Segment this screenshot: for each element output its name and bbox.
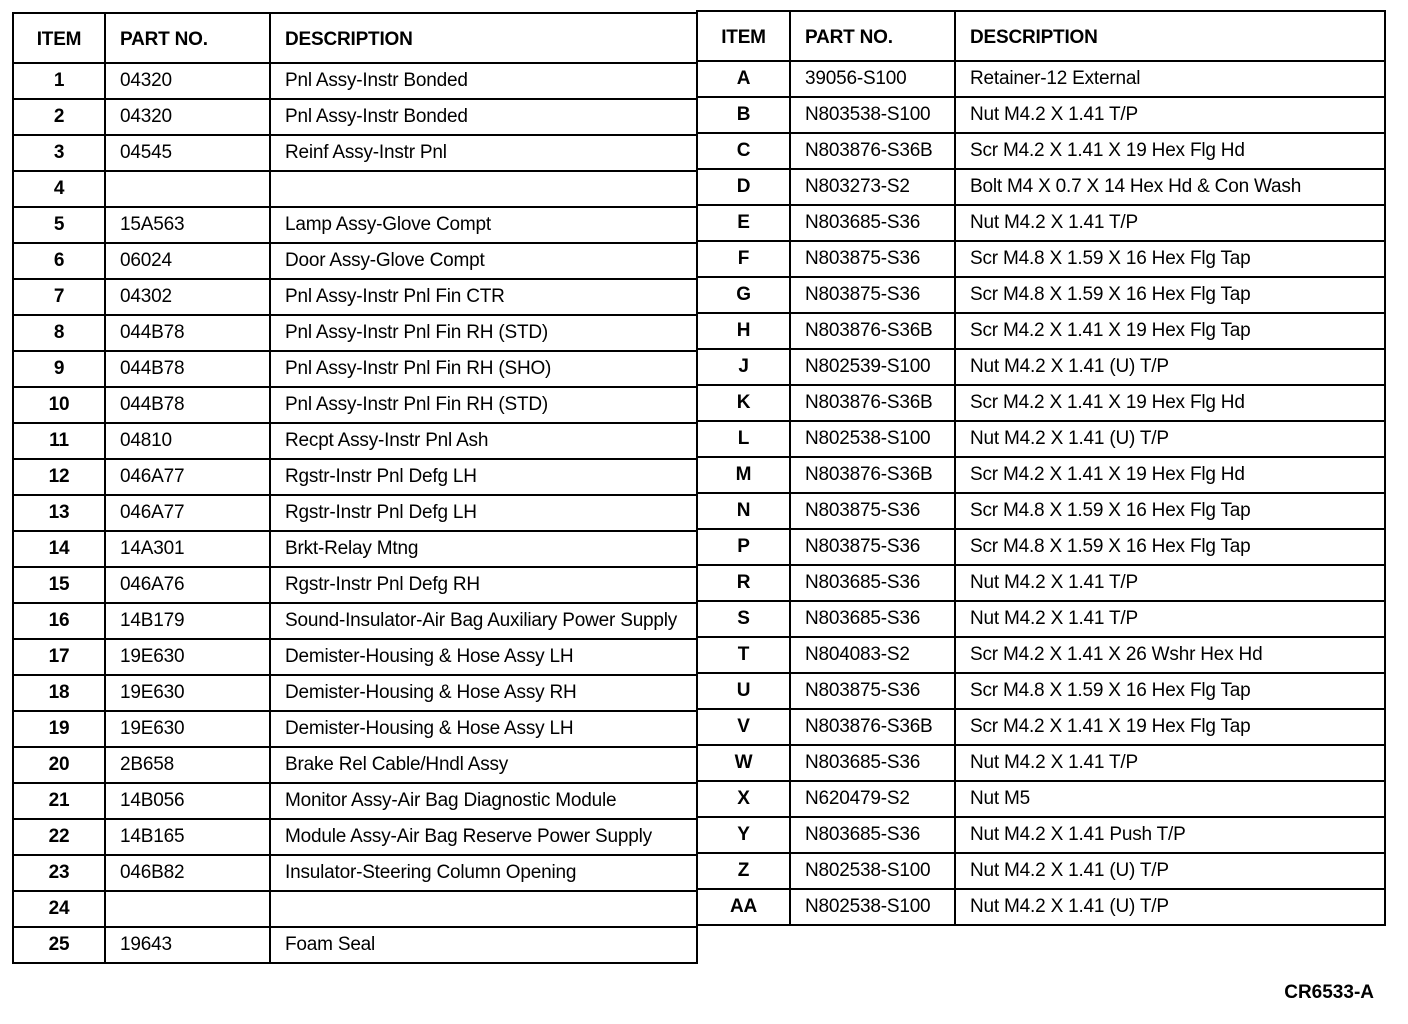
table-row [697, 853, 1385, 889]
table-row [13, 315, 697, 351]
part-no-cell: N803876-S36B [790, 709, 955, 745]
description-cell: Demister-Housing & Hose Assy RH [270, 675, 697, 711]
table-row [697, 817, 1385, 853]
table-row [13, 423, 697, 459]
item-cell: F [697, 241, 790, 277]
part-no-cell: N803685-S36 [790, 565, 955, 601]
item-cell: P [697, 529, 790, 565]
part-no-cell: N803685-S36 [790, 745, 955, 781]
table-row [697, 313, 1385, 349]
item-cell: 20 [13, 747, 105, 783]
description-cell: Pnl Assy-Instr Pnl Fin CTR [270, 279, 697, 315]
description-cell: Scr M4.2 X 1.41 X 19 Hex Flg Tap [955, 313, 1385, 349]
part-no-cell: 04545 [105, 135, 270, 171]
description-cell: Nut M4.2 X 1.41 T/P [955, 205, 1385, 241]
part-no-cell: 04810 [105, 423, 270, 459]
table-row [697, 277, 1385, 313]
item-cell: J [697, 349, 790, 385]
description-cell: Lamp Assy-Glove Compt [270, 207, 697, 243]
description-cell: Nut M4.2 X 1.41 (U) T/P [955, 349, 1385, 385]
table-row [697, 169, 1385, 205]
table-row [13, 855, 697, 891]
item-cell: C [697, 133, 790, 169]
item-cell: 18 [13, 675, 105, 711]
table-row [697, 205, 1385, 241]
table-header-row [13, 13, 697, 63]
part-no-cell: 14B056 [105, 783, 270, 819]
description-header: DESCRIPTION [955, 11, 1385, 61]
description-cell: Scr M4.8 X 1.59 X 16 Hex Flg Tap [955, 277, 1385, 313]
part-no-cell: 19E630 [105, 675, 270, 711]
part-no-cell: N803875-S36 [790, 241, 955, 277]
item-cell: 14 [13, 531, 105, 567]
item-cell: H [697, 313, 790, 349]
part-no-cell: N620479-S2 [790, 781, 955, 817]
description-cell: Rgstr-Instr Pnl Defg LH [270, 495, 697, 531]
description-cell: Module Assy-Air Bag Reserve Power Supply [270, 819, 697, 855]
item-cell: U [697, 673, 790, 709]
part-no-cell: 044B78 [105, 315, 270, 351]
item-cell: X [697, 781, 790, 817]
item-cell: N [697, 493, 790, 529]
description-cell: Brake Rel Cable/Hndl Assy [270, 747, 697, 783]
description-cell: Scr M4.8 X 1.59 X 16 Hex Flg Tap [955, 529, 1385, 565]
item-cell: 25 [13, 927, 105, 963]
description-cell: Monitor Assy-Air Bag Diagnostic Module [270, 783, 697, 819]
part-no-cell [105, 891, 270, 927]
part-no-cell: N804083-S2 [790, 637, 955, 673]
part-no-cell: 39056-S100 [790, 61, 955, 97]
part-no-cell: N803875-S36 [790, 493, 955, 529]
item-cell: A [697, 61, 790, 97]
table-row [13, 531, 697, 567]
description-cell: Retainer-12 External [955, 61, 1385, 97]
table-row [697, 133, 1385, 169]
part-no-cell: 04320 [105, 63, 270, 99]
item-cell: 8 [13, 315, 105, 351]
part-no-cell: N803876-S36B [790, 133, 955, 169]
part-no-cell: N802538-S100 [790, 889, 955, 925]
table-row [13, 927, 697, 963]
item-cell: 5 [13, 207, 105, 243]
table-row [697, 637, 1385, 673]
part-no-cell: 19E630 [105, 639, 270, 675]
item-cell: 4 [13, 171, 105, 207]
table-row [13, 675, 697, 711]
table-row [13, 819, 697, 855]
item-cell: B [697, 97, 790, 133]
description-cell [270, 891, 697, 927]
item-cell: L [697, 421, 790, 457]
part-no-cell: 044B78 [105, 351, 270, 387]
description-cell: Door Assy-Glove Compt [270, 243, 697, 279]
item-cell: Z [697, 853, 790, 889]
part-no-header: PART NO. [105, 13, 270, 63]
item-cell: 21 [13, 783, 105, 819]
item-cell: G [697, 277, 790, 313]
table-row [13, 387, 697, 423]
part-no-cell: N803538-S100 [790, 97, 955, 133]
part-no-cell: N803273-S2 [790, 169, 955, 205]
description-cell: Nut M5 [955, 781, 1385, 817]
parts-table-left [12, 12, 698, 964]
part-no-cell: 044B78 [105, 387, 270, 423]
part-no-cell: N802538-S100 [790, 421, 955, 457]
part-no-cell: N803876-S36B [790, 457, 955, 493]
description-cell: Pnl Assy-Instr Pnl Fin RH (SHO) [270, 351, 697, 387]
part-no-cell: 06024 [105, 243, 270, 279]
item-cell: 2 [13, 99, 105, 135]
description-cell: Brkt-Relay Mtng [270, 531, 697, 567]
table-row [13, 459, 697, 495]
item-cell: 16 [13, 603, 105, 639]
part-no-cell: N803685-S36 [790, 817, 955, 853]
part-no-cell: N803875-S36 [790, 529, 955, 565]
table-row [697, 601, 1385, 637]
description-cell: Nut M4.2 X 1.41 T/P [955, 601, 1385, 637]
part-no-cell: N803876-S36B [790, 385, 955, 421]
table-row [697, 565, 1385, 601]
description-cell: Pnl Assy-Instr Bonded [270, 63, 697, 99]
item-cell: R [697, 565, 790, 601]
description-cell: Nut M4.2 X 1.41 T/P [955, 565, 1385, 601]
item-cell: 12 [13, 459, 105, 495]
part-no-cell: N802539-S100 [790, 349, 955, 385]
table-row [697, 709, 1385, 745]
item-cell: W [697, 745, 790, 781]
part-no-cell: 046A77 [105, 459, 270, 495]
item-cell: 6 [13, 243, 105, 279]
table-row [13, 495, 697, 531]
table-row [697, 673, 1385, 709]
part-no-cell: N803685-S36 [790, 205, 955, 241]
item-cell: T [697, 637, 790, 673]
description-cell: Nut M4.2 X 1.41 Push T/P [955, 817, 1385, 853]
part-no-cell: N803685-S36 [790, 601, 955, 637]
part-no-cell: N802538-S100 [790, 853, 955, 889]
item-cell: Y [697, 817, 790, 853]
item-cell: V [697, 709, 790, 745]
table-row [13, 603, 697, 639]
table-row [13, 711, 697, 747]
description-cell: Scr M4.8 X 1.59 X 16 Hex Flg Tap [955, 493, 1385, 529]
table-row [13, 171, 697, 207]
part-no-cell: 046A76 [105, 567, 270, 603]
table-row [13, 135, 697, 171]
item-cell: 19 [13, 711, 105, 747]
table-row [13, 351, 697, 387]
item-cell: 1 [13, 63, 105, 99]
part-no-cell: 14B179 [105, 603, 270, 639]
description-cell: Scr M4.8 X 1.59 X 16 Hex Flg Tap [955, 673, 1385, 709]
description-cell: Sound-Insulator-Air Bag Auxiliary Power Supply [270, 603, 697, 639]
description-cell: Insulator-Steering Column Opening [270, 855, 697, 891]
item-cell: 15 [13, 567, 105, 603]
parts-table-right [696, 10, 1386, 926]
table-row [13, 99, 697, 135]
table-row [697, 385, 1385, 421]
description-cell: Rgstr-Instr Pnl Defg LH [270, 459, 697, 495]
part-no-cell: 2B658 [105, 747, 270, 783]
description-cell: Rgstr-Instr Pnl Defg RH [270, 567, 697, 603]
table-row [13, 567, 697, 603]
table-header-row [697, 11, 1385, 61]
description-cell: Scr M4.2 X 1.41 X 26 Wshr Hex Hd [955, 637, 1385, 673]
table-row [13, 243, 697, 279]
description-cell: Nut M4.2 X 1.41 T/P [955, 745, 1385, 781]
description-cell: Pnl Assy-Instr Pnl Fin RH (STD) [270, 315, 697, 351]
description-cell: Scr M4.2 X 1.41 X 19 Hex Flg Hd [955, 133, 1385, 169]
table-row [697, 745, 1385, 781]
table-row [697, 457, 1385, 493]
part-no-cell: 19643 [105, 927, 270, 963]
item-cell: 7 [13, 279, 105, 315]
item-cell: 10 [13, 387, 105, 423]
part-no-cell: 04302 [105, 279, 270, 315]
description-cell [270, 171, 697, 207]
item-cell: 9 [13, 351, 105, 387]
description-cell: Nut M4.2 X 1.41 (U) T/P [955, 889, 1385, 925]
item-cell: D [697, 169, 790, 205]
part-no-cell: 04320 [105, 99, 270, 135]
item-cell: 13 [13, 495, 105, 531]
item-header: ITEM [697, 11, 790, 61]
table-row [13, 207, 697, 243]
table-row [13, 639, 697, 675]
table-row [13, 891, 697, 927]
table-row [13, 279, 697, 315]
table-row [697, 529, 1385, 565]
item-cell: 11 [13, 423, 105, 459]
description-cell: Scr M4.8 X 1.59 X 16 Hex Flg Tap [955, 241, 1385, 277]
table-row [697, 493, 1385, 529]
part-no-cell: 046B82 [105, 855, 270, 891]
table-row [697, 889, 1385, 925]
table-row [697, 349, 1385, 385]
item-cell: 17 [13, 639, 105, 675]
part-no-cell: N803875-S36 [790, 673, 955, 709]
table-row [697, 61, 1385, 97]
item-cell: 24 [13, 891, 105, 927]
description-cell: Nut M4.2 X 1.41 (U) T/P [955, 853, 1385, 889]
item-cell: AA [697, 889, 790, 925]
description-cell: Scr M4.2 X 1.41 X 19 Hex Flg Hd [955, 457, 1385, 493]
description-cell: Demister-Housing & Hose Assy LH [270, 639, 697, 675]
table-row [697, 421, 1385, 457]
description-cell: Nut M4.2 X 1.41 T/P [955, 97, 1385, 133]
part-no-cell: N803876-S36B [790, 313, 955, 349]
description-header: DESCRIPTION [270, 13, 697, 63]
part-no-cell: 14A301 [105, 531, 270, 567]
item-cell: 3 [13, 135, 105, 171]
item-cell: 22 [13, 819, 105, 855]
item-header: ITEM [13, 13, 105, 63]
description-cell: Scr M4.2 X 1.41 X 19 Hex Flg Tap [955, 709, 1385, 745]
table-row [697, 781, 1385, 817]
part-no-cell: 046A77 [105, 495, 270, 531]
figure-code: CR6533-A [1284, 982, 1374, 1003]
part-no-cell: N803875-S36 [790, 277, 955, 313]
description-cell: Demister-Housing & Hose Assy LH [270, 711, 697, 747]
part-no-cell: 19E630 [105, 711, 270, 747]
item-cell: S [697, 601, 790, 637]
part-no-cell [105, 171, 270, 207]
description-cell: Pnl Assy-Instr Bonded [270, 99, 697, 135]
description-cell: Reinf Assy-Instr Pnl [270, 135, 697, 171]
part-no-cell: 14B165 [105, 819, 270, 855]
description-cell: Foam Seal [270, 927, 697, 963]
part-no-header: PART NO. [790, 11, 955, 61]
description-cell: Nut M4.2 X 1.41 (U) T/P [955, 421, 1385, 457]
description-cell: Scr M4.2 X 1.41 X 19 Hex Flg Hd [955, 385, 1385, 421]
description-cell: Bolt M4 X 0.7 X 14 Hex Hd & Con Wash [955, 169, 1385, 205]
table-row [13, 783, 697, 819]
description-cell: Recpt Assy-Instr Pnl Ash [270, 423, 697, 459]
table-row [697, 241, 1385, 277]
table-row [697, 97, 1385, 133]
table-row [13, 63, 697, 99]
item-cell: M [697, 457, 790, 493]
item-cell: 23 [13, 855, 105, 891]
table-row [13, 747, 697, 783]
item-cell: E [697, 205, 790, 241]
description-cell: Pnl Assy-Instr Pnl Fin RH (STD) [270, 387, 697, 423]
part-no-cell: 15A563 [105, 207, 270, 243]
item-cell: K [697, 385, 790, 421]
